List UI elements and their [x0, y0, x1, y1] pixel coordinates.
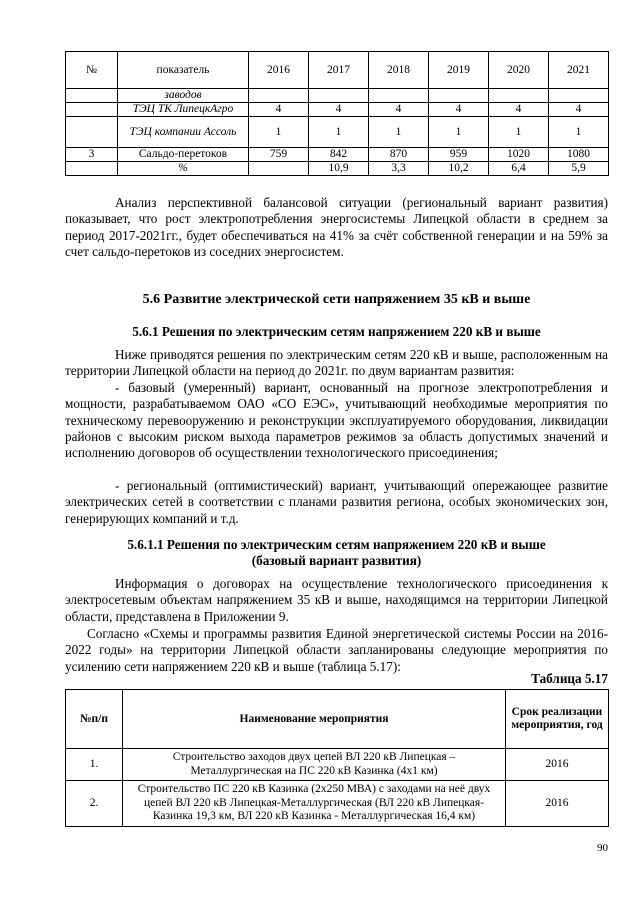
value-cell: 959 [429, 148, 489, 162]
value-cell: 842 [309, 148, 369, 162]
value-cell [489, 89, 549, 103]
value-cell: 1 [249, 117, 309, 148]
header-cell: № [66, 52, 118, 89]
intro-paragraph: Ниже приводятся решения по электрическим сетям 220 кВ и выше, расположенным на территории Липецкой области на период до 2021г. по двум вариантам развития: [65, 347, 608, 379]
regional-variant-paragraph: - региональный (оптимистический) вариант, учитывающий опережающее развитие электрических сетей в соответствии с планами развития региона, особых экономических зон, генерирующих компаний и т.д. [65, 478, 608, 526]
contracts-paragraph: Информация о договорах на осуществление технологического присоединения к электросетевым объектам напряжением 35 кВ и выше, находящимся на территории Липецкой области, представлена в Приложении 9. [65, 576, 608, 624]
row-label: заводов [118, 89, 249, 103]
measure-name: Строительство ПС 220 кВ Казинка (2х250 МВА) с заходами на неё двух цепей ВЛ 220 кВ Липецкая-Металлургическая (ВЛ 220 кВ Липецкая-Казинка 19,3 км, ВЛ 220 кВ Казинка - Металлургическая 16,4 км) [123, 781, 506, 827]
section-heading-5-6: 5.6 Развитие электрической сети напряжением 35 кВ и выше [142, 292, 531, 307]
section-heading-5-6-1-1: 5.6.1.1 Решения по электрическим сетям напряжением 220 кВ и выше (базовый вариант развития) [127, 537, 546, 569]
header-cell: 2021 [549, 52, 609, 89]
row-label: Сальдо-перетоков [118, 148, 249, 162]
value-cell: 4 [489, 103, 549, 117]
table-row [66, 103, 609, 117]
value-cell: 3,3 [369, 162, 429, 176]
analysis-paragraph: Анализ перспективной балансовой ситуации (региональный вариант развития) показывает, что рост электропотребления энергосистемы Липецкой области в среднем за период 2017-2021гг., будет обеспечиваться на 41% за счёт собственной генерации и на 59% за счет сальдо-перетоков из соседних энергосистем. [65, 195, 608, 259]
value-cell: 10,2 [429, 162, 489, 176]
header-cell: 2016 [249, 52, 309, 89]
header-cell: 2020 [489, 52, 549, 89]
table-row [66, 148, 609, 162]
value-cell: 5,9 [549, 162, 609, 176]
row-number [66, 162, 118, 176]
value-cell: 6,4 [489, 162, 549, 176]
balance-table [65, 51, 609, 176]
measures-table [65, 689, 609, 827]
value-cell: 759 [249, 148, 309, 162]
page-number: 90 [597, 842, 608, 854]
value-cell: 1 [429, 117, 489, 148]
value-cell [309, 89, 369, 103]
table-row [66, 117, 609, 148]
scheme-paragraph: Согласно «Схемы и программы развития Единой энергетической системы России на 2016-2022 годы» на территории Липецкой области запланированы следующие мероприятия по усилению сети напряжением 220 кВ и выше (таблица 5.17): [65, 626, 608, 674]
header-cell: 2018 [369, 52, 429, 89]
measure-name: Строительство заходов двух цепей ВЛ 220 кВ Липецкая – Металлургическая на ПС 220 кВ Казинка (4х1 км) [123, 749, 506, 781]
value-cell: 1020 [489, 148, 549, 162]
value-cell: 4 [309, 103, 369, 117]
value-cell: 1 [309, 117, 369, 148]
row-number: 1. [66, 749, 123, 781]
value-cell [549, 89, 609, 103]
row-label: ТЭЦ компании Ассоль [118, 117, 249, 148]
measures-table-header [66, 690, 609, 749]
header-cell: 2019 [429, 52, 489, 89]
value-cell: 1 [489, 117, 549, 148]
table-caption: Таблица 5.17 [531, 671, 608, 686]
row-number [66, 117, 118, 148]
value-cell: 1 [549, 117, 609, 148]
value-cell: 4 [249, 103, 309, 117]
value-cell: 10,9 [309, 162, 369, 176]
row-label: % [118, 162, 249, 176]
value-cell [429, 89, 489, 103]
value-cell: 1080 [549, 148, 609, 162]
value-cell: 4 [369, 103, 429, 117]
measure-year: 2016 [506, 781, 609, 827]
table-row [66, 781, 609, 827]
value-cell [249, 89, 309, 103]
measure-year: 2016 [506, 749, 609, 781]
header-cell: 2017 [309, 52, 369, 89]
row-label: ТЭЦ ТК ЛипецкАгро [118, 103, 249, 117]
row-number [66, 89, 118, 103]
value-cell: 1 [369, 117, 429, 148]
row-number: 3 [66, 148, 118, 162]
header-cell: Срок реализации мероприятия, год [506, 690, 609, 749]
header-cell: показатель [118, 52, 249, 89]
row-number [66, 103, 118, 117]
table-row [66, 749, 609, 781]
value-cell: 870 [369, 148, 429, 162]
section-heading-5-6-1: 5.6.1 Решения по электрическим сетям напряжением 220 кВ и выше [132, 324, 541, 339]
table-row [66, 162, 609, 176]
header-cell: Наименование мероприятия [123, 690, 506, 749]
value-cell [369, 89, 429, 103]
base-variant-paragraph: - базовый (умеренный) вариант, основанный на прогнозе электропотребления и мощности, разрабатываемом ОАО «СО ЕЭС», учитывающий необходимые мероприятия по техническому перевооружению и реконструкции эксплуатируемого оборудования, ликвидации районов с высоким риском выхода параметров режимов за область допустимых значений и исполнению договоров об осуществлении технологического присоединения; [65, 380, 608, 461]
row-number: 2. [66, 781, 123, 827]
value-cell: 4 [429, 103, 489, 117]
value-cell [249, 162, 309, 176]
balance-table-header [66, 52, 609, 89]
header-cell: №п/п [66, 690, 123, 749]
value-cell: 4 [549, 103, 609, 117]
table-row [66, 89, 609, 103]
